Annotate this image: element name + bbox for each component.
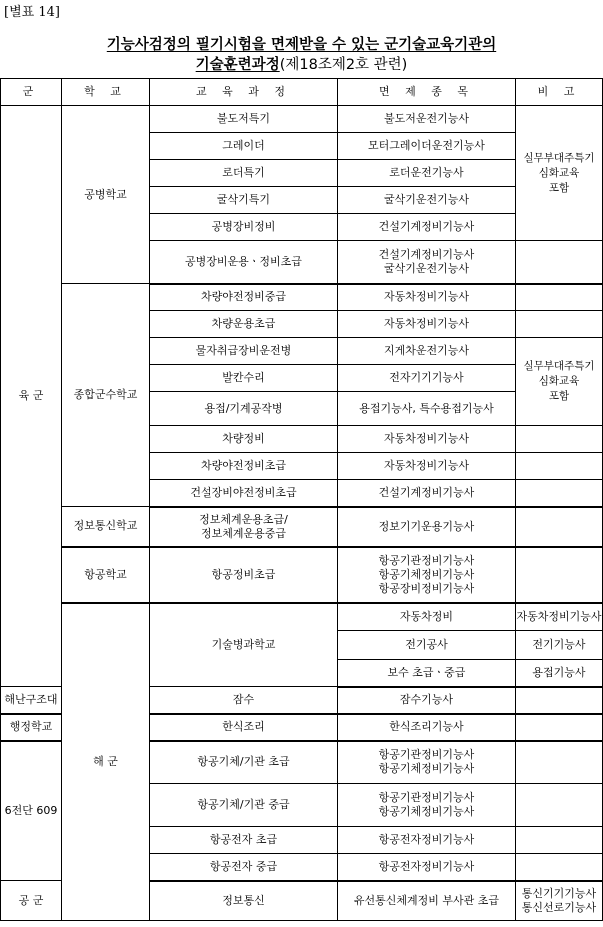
course-cell: 용접/기계공작병 <box>150 392 338 426</box>
title-line1-text: 기능사검정의 필기시험을 면제받을 수 있는 군기술교육기관의 <box>106 37 497 53</box>
school-combined-service: 종합군수학교 <box>62 284 150 507</box>
exemption-cell: 지게차운전기능사 <box>338 338 516 365</box>
notes-empty <box>516 784 603 827</box>
notes-empty <box>516 547 603 603</box>
course-cell: 항공기체/기관 초급 <box>150 741 338 784</box>
notes-text: 실무부대주특기 심화교육 포함 <box>523 360 595 402</box>
notes-empty <box>516 426 603 453</box>
course-cell: 항공전자 초급 <box>150 827 338 854</box>
branch-navy: 해 군 <box>62 603 150 921</box>
exemption-cell: 항공기관정비기능사 항공기체정비기능사 <box>338 784 516 827</box>
notes-combined-service <box>516 338 603 426</box>
exemption-cell: 한식조리기능사 <box>338 714 516 741</box>
school-info-comm: 정보통신학교 <box>62 507 150 547</box>
header-school: 학 교 <box>62 79 150 106</box>
title-line2-reference: (제18조제2호 관련) <box>279 57 408 73</box>
annex-label: [별표 14] <box>4 5 60 20</box>
course-cell: 잠수 <box>150 687 338 714</box>
school-sixth-wing: 6전단 609 <box>1 741 62 881</box>
table-row <box>1 507 603 547</box>
exemption-cell: 건설기계정비기능사 <box>338 214 516 241</box>
course-cell: 항공정비초급 <box>150 547 338 603</box>
exemption-cell: 자동차정비기능사 <box>338 284 516 311</box>
exemption-cell: 용접기능사 <box>516 660 603 687</box>
exemption-cell: 정보기기운용기능사 <box>338 507 516 547</box>
exemption-cell: 항공전자정비기능사 <box>338 827 516 854</box>
course-cell: 차량정비 <box>150 426 338 453</box>
course-cell: 발칸수리 <box>150 365 338 392</box>
header-row <box>1 79 603 106</box>
notes-empty <box>516 507 603 547</box>
exemption-cell: 자동차정비기능사 <box>338 453 516 480</box>
school-tech-engineering: 기술병과학교 <box>150 603 338 687</box>
course-cell: 굴삭기특기 <box>150 187 338 214</box>
course-cell: 보수 초급ㆍ중급 <box>338 660 516 687</box>
notes-empty <box>516 480 603 507</box>
table-body <box>1 106 603 921</box>
course-cell: 한식조리 <box>150 714 338 741</box>
header-course: 교 육 과 정 <box>150 79 338 106</box>
notes-empty <box>516 284 603 311</box>
exemption-cell: 용접기능사, 특수용접기능사 <box>338 392 516 426</box>
exemption-cell: 항공기관정비기능사 항공기체정비기능사 <box>338 741 516 784</box>
course-cell: 유선통신체계정비 부사관 초급 <box>338 881 516 921</box>
document-title-line2 <box>0 53 603 74</box>
exemption-cell: 굴삭기운전기능사 <box>338 187 516 214</box>
branch-air-force: 공 군 <box>1 881 62 921</box>
course-cell: 공병장비운용ㆍ정비초급 <box>150 241 338 284</box>
course-cell: 차량야전정비초급 <box>150 453 338 480</box>
course-cell: 전기공사 <box>338 631 516 660</box>
course-cell: 공병장비정비 <box>150 214 338 241</box>
table-row <box>1 284 603 311</box>
exemption-cell: 자동차정비기능사 <box>338 426 516 453</box>
exemption-cell: 모터그레이더운전기능사 <box>338 133 516 160</box>
exemption-cell: 건설기계정비기능사 <box>338 480 516 507</box>
notes-empty <box>516 453 603 480</box>
school-comm-af: 정보통신 <box>150 881 338 921</box>
header-notes: 비 고 <box>516 79 603 106</box>
course-cell: 차량야전정비중급 <box>150 284 338 311</box>
table-row <box>1 603 603 631</box>
table-row <box>1 106 603 133</box>
course-cell: 차량운용초급 <box>150 311 338 338</box>
school-admin: 행정학교 <box>1 714 62 741</box>
table-row <box>1 547 603 603</box>
exemption-cell: 항공기관정비기능사 항공기체정비기능사 항공장비정비기능사 <box>338 547 516 603</box>
training-course-table <box>0 78 603 921</box>
exemption-cell: 전기기능사 <box>516 631 603 660</box>
exemption-cell: 전자기기기능사 <box>338 365 516 392</box>
course-cell: 건설장비야전정비초급 <box>150 480 338 507</box>
course-cell: 자동차정비 <box>338 603 516 631</box>
notes-empty <box>516 741 603 784</box>
course-cell: 항공전자 중급 <box>150 854 338 881</box>
title-line2-main: 기술훈련과정 <box>195 57 280 73</box>
notes-empty <box>516 714 603 741</box>
notes-empty <box>516 311 603 338</box>
course-cell: 로더특기 <box>150 160 338 187</box>
exemption-cell: 잠수기능사 <box>338 687 516 714</box>
notes-engineer <box>516 106 603 241</box>
course-cell: 물자취급장비운전병 <box>150 338 338 365</box>
notes-empty <box>516 687 603 714</box>
branch-army: 육 군 <box>1 106 62 687</box>
course-cell: 불도저특기 <box>150 106 338 133</box>
school-aviation: 항공학교 <box>62 547 150 603</box>
exemption-cell: 자동차정비기능사 <box>516 603 603 631</box>
exemption-cell: 불도저운전기능사 <box>338 106 516 133</box>
exemption-cell: 건설기계정비기능사 굴삭기운전기능사 <box>338 241 516 284</box>
course-cell: 항공기체/기관 중급 <box>150 784 338 827</box>
notes-empty <box>516 854 603 881</box>
document-title-line1 <box>0 33 603 54</box>
exemption-cell: 통신기기기능사 통신선로기능사 <box>516 881 603 921</box>
header-branch: 군 <box>1 79 62 106</box>
course-cell: 그레이더 <box>150 133 338 160</box>
exemption-cell: 자동차정비기능사 <box>338 311 516 338</box>
header-exemption: 면 제 종 목 <box>338 79 516 106</box>
notes-empty <box>516 241 603 284</box>
course-cell: 정보체계운용초급/ 정보체계운용중급 <box>150 507 338 547</box>
notes-empty <box>516 827 603 854</box>
school-engineer: 공병학교 <box>62 106 150 284</box>
exemption-cell: 항공전자정비기능사 <box>338 854 516 881</box>
school-rescue: 해난구조대 <box>1 687 62 714</box>
exemption-cell: 로더운전기능사 <box>338 160 516 187</box>
notes-text: 실무부대주특기 심화교육 포함 <box>523 151 595 194</box>
